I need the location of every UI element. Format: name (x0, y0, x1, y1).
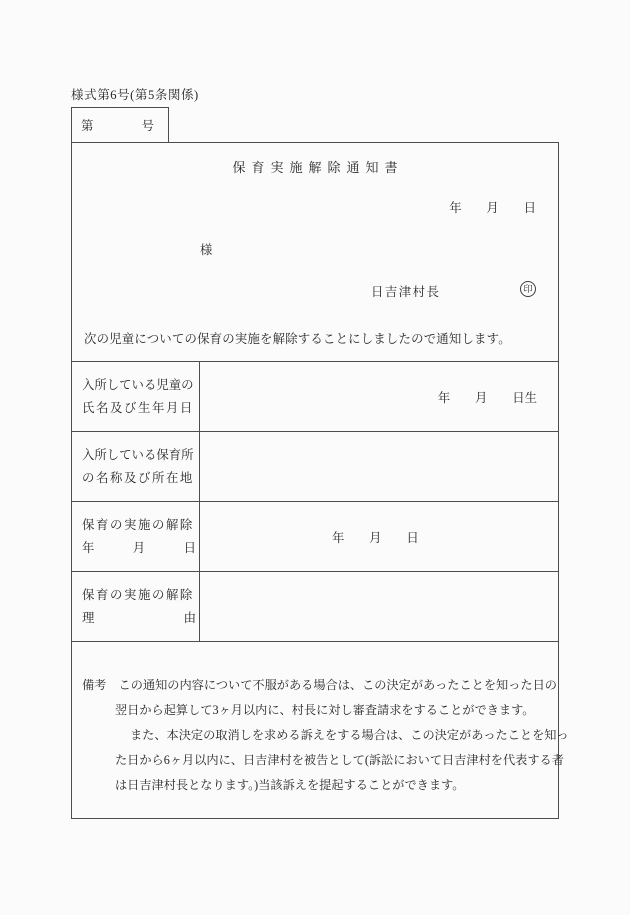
row-value-cell: 年 月 日生 (437, 390, 537, 405)
row-label-cell (72, 572, 200, 641)
number-suffix: 号 (141, 119, 154, 133)
remarks-line: た日から6ヶ月以内に、日吉津村を被告として(訴訟において日吉津村を代表する者 (115, 753, 564, 767)
table-row-nursery (72, 431, 558, 501)
document-frame (71, 142, 569, 819)
remarks-line: 翌日から起算して3ヶ月以内に、村長に対し審査請求をすることができます。 (115, 703, 535, 717)
row-label-cell (72, 432, 200, 501)
row-label-cell (72, 362, 200, 431)
number-prefix: 第 (81, 119, 94, 133)
document-title: 保育実施解除通知書 (232, 160, 404, 175)
row-label-line: 保育の実施の解除 (82, 587, 194, 602)
official-seal-icon: 印 (520, 281, 536, 297)
remarks-section (72, 641, 569, 818)
form-number-label: 様式第6号(第5条関係) (71, 88, 199, 102)
row-label-line: 入所している保育所 (82, 447, 194, 462)
row-label-line: 入所している児童の (82, 377, 194, 392)
row-value-cell (200, 432, 558, 501)
row-value-cell: 年 月 日 (332, 530, 419, 545)
row-label-line: 年 月 日 (82, 540, 196, 555)
sender-name: 日吉津村長 (371, 285, 441, 299)
remarks-line: また、本決定の取消しを求める訴えをする場合は、この決定があったことを知っ (130, 728, 569, 742)
remarks-line: は日吉津村長となります。)当該訴えを提起することができます。 (115, 778, 465, 792)
notice-sentence: 次の児童についての保育の実施を解除することにしましたので通知します。 (84, 332, 511, 346)
row-label-line: 保育の実施の解除 (82, 517, 194, 532)
table-row-child-name (72, 361, 558, 431)
issue-date-line: 年 月 日 (449, 201, 536, 215)
addressee-honorific: 様 (200, 243, 213, 257)
row-value-cell (200, 572, 558, 641)
table-row-cancel-date (72, 501, 558, 571)
remarks-line: 備考 この通知の内容について不服がある場合は、この決定があったことを知った日の (82, 678, 557, 692)
table-row-cancel-reason (72, 571, 558, 641)
row-label-line: 氏名及び生年月日 (82, 400, 194, 415)
row-label-line: 理 由 (82, 610, 196, 625)
document-number-box (71, 107, 169, 143)
row-label-line: の名称及び所在地 (82, 470, 194, 485)
row-label-cell (72, 502, 200, 571)
